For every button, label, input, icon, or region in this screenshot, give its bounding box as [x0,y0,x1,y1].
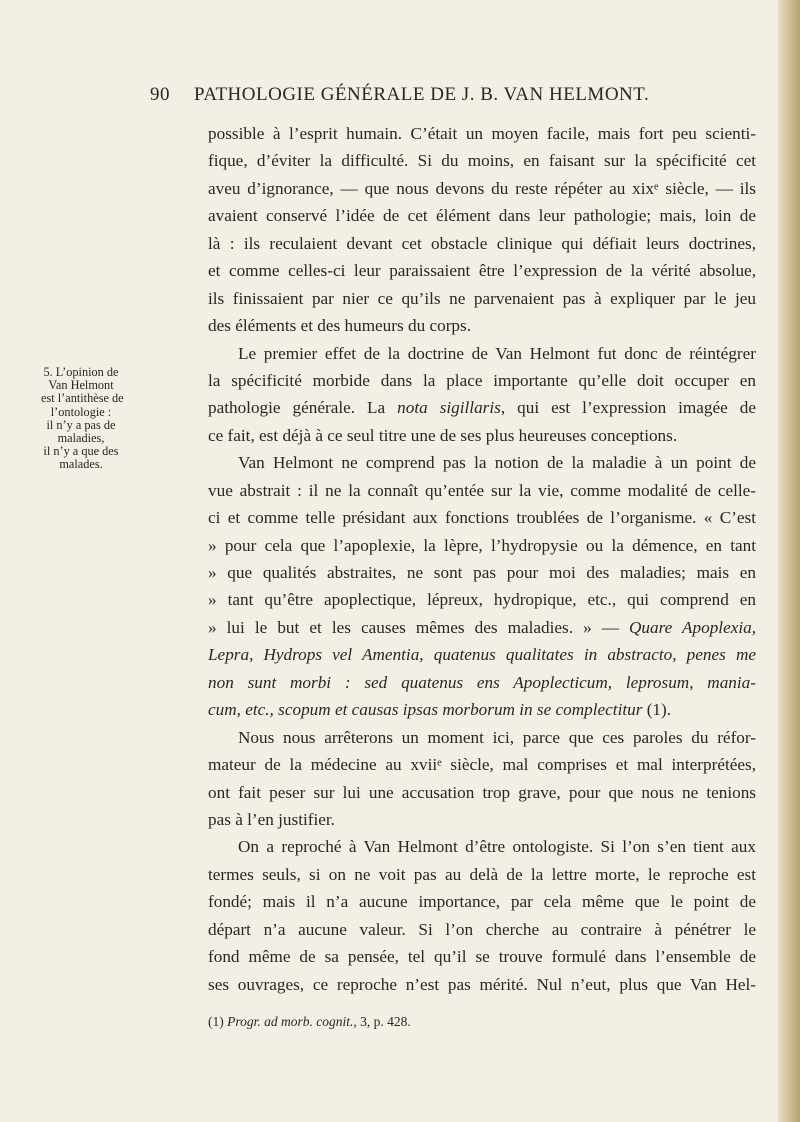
text-line: aveu d’ignorance, — que nous devons du reste répéter au xixᵉ siècle, — ils [208,178,756,198]
margin-note-line: maladies, [57,431,105,446]
text-line: » pour cela que l’apoplexie, la lèpre, l’hydropysie ou la démence, en tant [208,535,756,555]
margin-note-line: Van Helmont [48,378,114,393]
margin-note-line: malades. [59,457,103,472]
text-line: On a reproché à Van Helmont d’être ontologiste. Si l’on s’en tient aux [238,837,756,857]
margin-note-line: 5. L’opinion de [43,365,119,379]
text-line: cum, etc., scopum et causas ipsas morborum in se complectitur (1). [208,700,672,720]
text-line: là : ils reculaient devant cet obstacle clinique qui défiait leurs doctrines, [208,233,756,253]
footnote: (1) Progr. ad morb. cognit., 3, p. 428. [208,1014,411,1029]
text-line: la spécificité morbide dans la place importante qu’elle doit occuper en [208,370,756,390]
text-line: fique, d’éviter la difficulté. Si du moins, en faisant sur la spécificité cet [208,151,756,171]
text-line: pas à l’en justifier. [208,809,335,829]
text-line: avaient conservé l’idée de cet élément dans leur pathologie; mais, loin de [208,206,756,226]
body-text [208,120,756,998]
text-line: ses ouvrages, ce reproche n’est pas mérité. Nul n’eut, plus que Van Hel- [208,974,756,994]
margin-note-line: il n’y a pas de [46,417,116,432]
text-line: ils finissaient par nier ce qu’ils ne parvenaient pas à expliquer par le jeu [208,288,756,308]
text-line: » lui le but et les causes mêmes des maladies. » — Quare Apoplexia, [208,617,756,637]
page-edge [778,0,800,1122]
margin-note-line: l’ontologie : [50,404,112,419]
text-line: non sunt morbi : sed quatenus ens Apoplecticum, leprosum, mania- [208,672,756,692]
text-line: des éléments et des humeurs du corps. [208,316,471,336]
text-line: ce fait, est déjà à ce seul titre une de ses plus heureuses conceptions. [208,425,678,445]
text-line: Van Helmont ne comprend pas la notion de la maladie à un point de [238,453,756,473]
text-line: Lepra, Hydrops vel Amentia, quatenus qualitates in abstracto, penes me [208,645,756,665]
text-line: possible à l’esprit humain. C’était un moyen facile, mais fort peu scienti- [208,124,756,143]
text-line: » que qualités abstraites, ne sont pas pour moi des maladies; mais en [208,563,756,582]
text-line: fond même de sa pensée, tel qu’il se trouve formulé dans l’ensemble de [208,947,756,967]
text-line: pathologie générale. La nota sigillaris, qui est l’expression imagée de [208,398,756,418]
page-number: 90 [150,84,170,105]
text-line: et comme celles-ci leur paraissaient être l’expression de la vérité absolue, [208,261,756,281]
text-line: mateur de la médecine au xviiᵉ siècle, mal comprises et mal interprétées, [208,755,756,775]
margin-note [41,365,124,472]
text-line: ont fait peser sur lui une accusation trop grave, pour que nous ne tenions [208,782,756,802]
margin-note-line: il n’y a que des [43,444,119,459]
margin-note-line: est l’antithèse de [41,391,124,406]
text-line: termes seuls, si on ne voit pas au delà de la lettre morte, le reproche est [208,864,756,884]
text-line: fondé; mais il n’a aucune importance, par cela même que le point de [208,892,756,912]
text-line: » tant qu’être apoplectique, lépreux, hydropique, etc., qui comprend en [208,590,756,610]
text-line: départ n’a aucune valeur. Si l’on cherche au contraire à pénétrer le [208,919,756,939]
running-title: PATHOLOGIE GÉNÉRALE DE J. B. VAN HELMONT. [194,84,650,105]
text-line: ci et comme telle présidant aux fonctions troublées de l’organisme. « C’est [208,508,756,528]
text-line: Le premier effet de la doctrine de Van Helmont fut donc de réintégrer [238,343,756,363]
text-line: Nous nous arrêterons un moment ici, parce que ces paroles du réfor- [238,727,756,747]
text-line: vue abstrait : il ne la connaît qu’entée sur la vie, comme modalité de celle- [208,480,756,500]
